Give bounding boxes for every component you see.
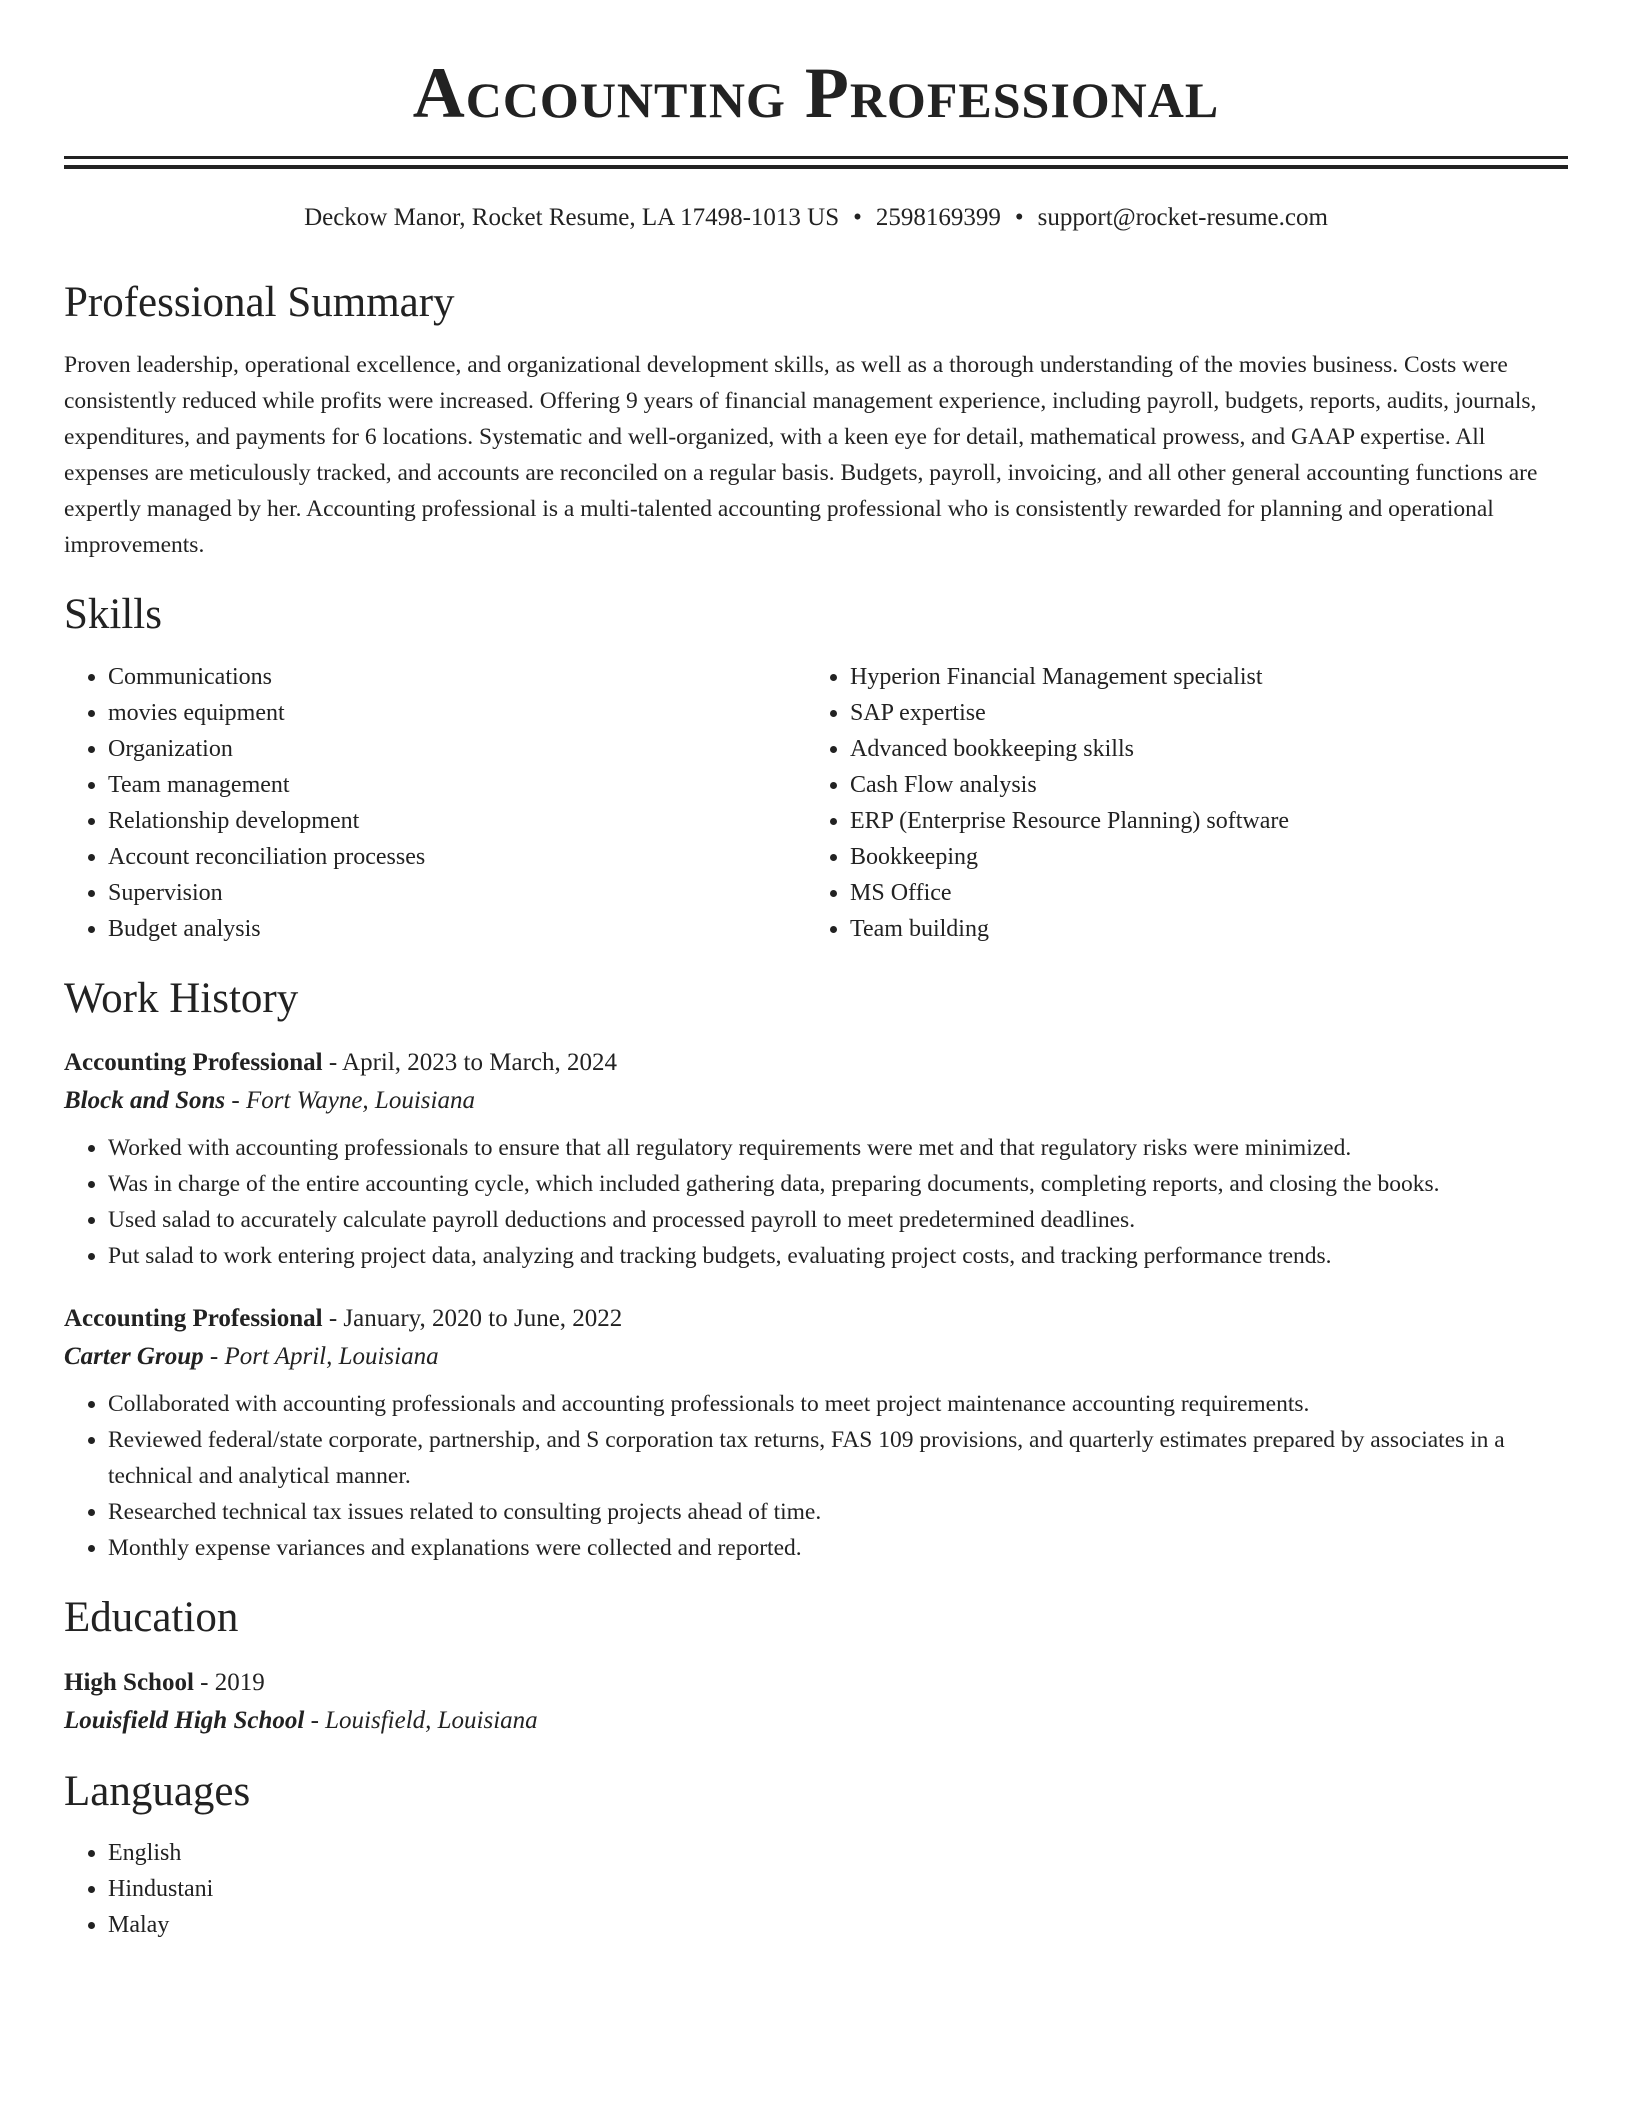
skill-item: • Supervision (108, 875, 806, 911)
job-role: Accounting Professional (64, 1049, 323, 1077)
job-bullet: • Put salad to work entering project data, analyzing and tracking budgets, evaluating project costs, and tracking performance trends. (108, 1238, 1568, 1274)
skills-columns (64, 659, 1568, 947)
job-bullet: • Collaborated with accounting professionals and accounting professionals to meet project maintenance accounting requirements. (108, 1386, 1568, 1422)
skill-item: • Bookkeeping (850, 839, 1568, 875)
languages-heading: Languages (64, 1767, 251, 1815)
contact-separator: • (853, 204, 862, 232)
skill-item: • Advanced bookkeeping skills (850, 731, 1568, 767)
education-school-line (64, 1702, 1568, 1740)
job-company-line (64, 1338, 1568, 1376)
work-history-heading: Work History (64, 974, 299, 1022)
skills-heading: Skills (64, 590, 162, 638)
job-company-line (64, 1082, 1568, 1120)
education-location: - Louisfield, Louisiana (304, 1706, 538, 1734)
skills-list-right (806, 659, 1568, 947)
header-rule-bottom (64, 165, 1568, 169)
skill-item: • ERP (Enterprise Resource Planning) software (850, 803, 1568, 839)
contact-line (64, 203, 1568, 233)
skill-item: • Relationship development (108, 803, 806, 839)
skills-list-left (64, 659, 806, 947)
education-school: Louisfield High School (64, 1706, 305, 1734)
skill-item: • SAP expertise (850, 695, 1568, 731)
education-entry (64, 1664, 1568, 1740)
education-year: - 2019 (193, 1668, 265, 1696)
job-bullet: • Used salad to accurately calculate payroll deductions and processed payroll to meet predetermined deadlines. (108, 1202, 1568, 1238)
header-rule-top (64, 156, 1568, 159)
skill-item: • Hyperion Financial Management specialist (850, 659, 1568, 695)
job-company: Block and Sons (64, 1087, 226, 1115)
summary-heading: Professional Summary (64, 279, 455, 327)
job-header (64, 1044, 1568, 1082)
job-bullet: • Reviewed federal/state corporate, partnership, and S corporation tax returns, FAS 109 provisions, and quarterly estimates prepared by associates in a technical and analytical manner. (108, 1422, 1568, 1494)
education-heading: Education (64, 1594, 239, 1642)
education-degree: High School (64, 1668, 194, 1696)
resume-name-heading: Accounting Professional (412, 53, 1220, 133)
summary-text: Proven leadership, operational excellence, and organizational development skills, as well as a thorough understanding of the movies business. Costs were consistently reduced while profits were increased. Offering 9 years of financial management experience, including payroll, budgets, reports, audits, journals, expenditures, and payments for 6 locations. Systematic and well-organized, with a keen eye for detail, mathematical prowess, and GAAP expertise. All expenses are meticulously tracked, and accounts are reconciled on a regular basis. Budgets, payroll, invoicing, and all other general accounting functions are expertly managed by her. Accounting professional is a multi-talented accounting professional who is consistently rewarded for planning and operational improvements. (64, 351, 1538, 558)
skill-item: • Team management (108, 767, 806, 803)
job-bullet: • Was in charge of the entire accounting cycle, which included gathering data, preparing documents, completing reports, and closing the books. (108, 1166, 1568, 1202)
language-item: • Hindustani (108, 1871, 1568, 1907)
skill-item: • movies equipment (108, 695, 806, 731)
skill-item: • Account reconciliation processes (108, 839, 806, 875)
skill-item: • Organization (108, 731, 806, 767)
contact-separator: • (1014, 204, 1024, 232)
language-item: • Malay (108, 1907, 1568, 1943)
contact-email: support@rocket-resume.com (1037, 204, 1328, 232)
education-header (64, 1664, 1568, 1702)
job-bullet: • Researched technical tax issues related to consulting projects ahead of time. (108, 1494, 1568, 1530)
job-bullet: • Worked with accounting professionals to ensure that all regulatory requirements were met and that regulatory risks were minimized. (108, 1130, 1568, 1166)
languages-list (64, 1835, 1568, 1943)
job-company: Carter Group (64, 1343, 204, 1371)
job-dates: - January, 2020 to June, 2022 (322, 1305, 623, 1333)
job-dates: - April, 2023 to March, 2024 (322, 1049, 617, 1077)
job-bullets (64, 1130, 1568, 1274)
job-header (64, 1300, 1568, 1338)
skill-item: • Communications (108, 659, 806, 695)
job-location: - Fort Wayne, Louisiana (225, 1087, 475, 1115)
job-bullet: • Monthly expense variances and explanations were collected and reported. (108, 1530, 1568, 1566)
contact-address: Deckow Manor, Rocket Resume, LA 17498-1013 US (304, 204, 840, 232)
skill-item: • Team building (850, 911, 1568, 947)
job-role: Accounting Professional (64, 1305, 323, 1333)
job-entry (64, 1300, 1568, 1566)
skill-item: • MS Office (850, 875, 1568, 911)
job-entry (64, 1044, 1568, 1274)
contact-phone: 2598169399 (875, 204, 1001, 232)
skill-item: • Cash Flow analysis (850, 767, 1568, 803)
language-item: • English (108, 1835, 1568, 1871)
job-bullets (64, 1386, 1568, 1566)
job-location: - Port April, Louisiana (203, 1343, 439, 1371)
skill-item: • Budget analysis (108, 911, 806, 947)
